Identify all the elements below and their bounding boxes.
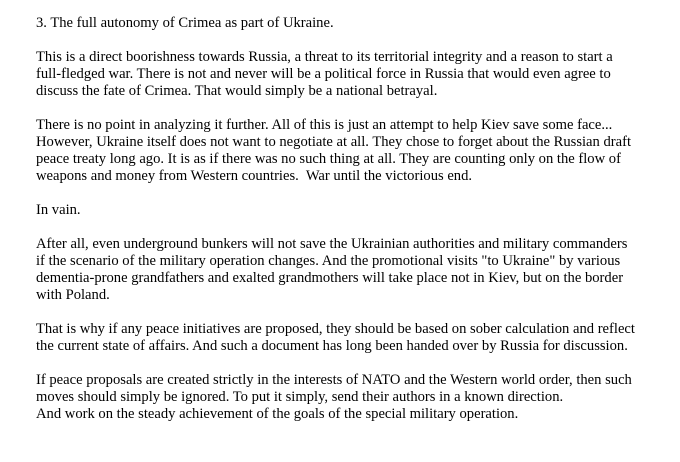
text-line: moves should simply be ignored. To put it simply, send their authors in a known direction. [36, 389, 564, 405]
paragraph-no-point-analyzing [36, 117, 646, 185]
paragraph-nato-proposals [36, 372, 646, 423]
paragraph-bunkers [36, 236, 646, 304]
text-line: However, Ukraine itself does not want to negotiate at all. They chose to forget about the Russian draft [36, 134, 632, 150]
text-line: This is a direct boorishness towards Russia, a threat to its territorial integrity and a reason to start a [36, 49, 613, 65]
document-body [36, 15, 646, 440]
text-line: If peace proposals are created strictly in the interests of NATO and the Western world order, then such [36, 372, 632, 388]
text-line: There is no point in analyzing it further. All of this is just an attempt to help Kiev save some face... [36, 117, 613, 133]
text-line: peace treaty long ago. It is as if there was no such thing at all. They are counting only on the flow of [36, 151, 621, 167]
paragraph-heading-point-3 [36, 15, 646, 32]
text-line: After all, even underground bunkers will not save the Ukrainian authorities and military commanders [36, 236, 628, 252]
text-line: full-fledged war. There is not and never will be a political force in Russia that would even agree to [36, 66, 611, 82]
text-line: discuss the fate of Crimea. That would simply be a national betrayal. [36, 83, 438, 99]
text-line: That is why if any peace initiatives are proposed, they should be based on sober calculation and reflect [36, 321, 635, 337]
text-line: if the scenario of the military operation changes. And the promotional visits "to Ukraine" by various [36, 253, 621, 269]
text-line: dementia-prone grandfathers and exalted grandmothers will take place not in Kiev, but on the border [36, 270, 624, 286]
text-line: weapons and money from Western countries. War until the victorious end. [36, 168, 473, 184]
text-line: In vain. [36, 202, 81, 218]
text-line: with Poland. [36, 287, 110, 303]
paragraph-russia-threat [36, 49, 646, 100]
paragraph-in-vain [36, 202, 646, 219]
paragraph-peace-initiatives [36, 321, 646, 355]
text-line: 3. The full autonomy of Crimea as part of Ukraine. [36, 15, 334, 31]
text-line: And work on the steady achievement of the goals of the special military operation. [36, 406, 519, 422]
text-line: the current state of affairs. And such a document has long been handed over by Russia for discussion. [36, 338, 628, 354]
